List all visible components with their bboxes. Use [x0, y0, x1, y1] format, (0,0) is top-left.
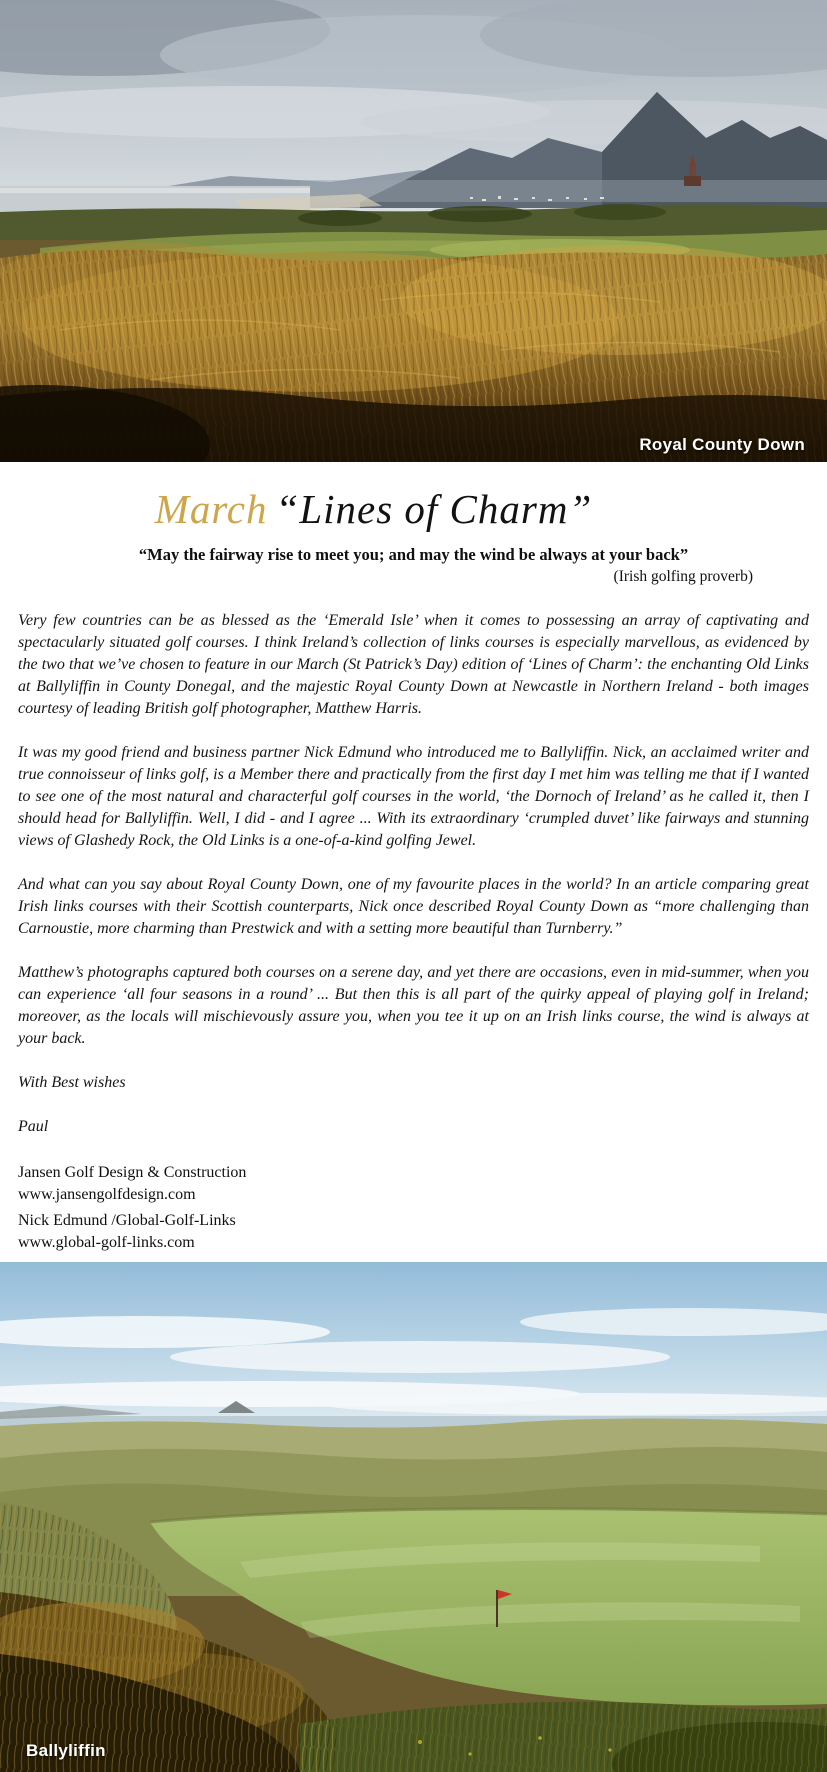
proverb-attribution: (Irish golfing proverb)	[613, 568, 753, 586]
title-month: March	[154, 486, 268, 532]
newsletter-body	[0, 462, 827, 1262]
top-photo-illustration	[0, 0, 827, 462]
paragraph-3: And what can you say about Royal County Down, one of my favourite places in the world? In an article comparing great Irish links courses with their Scottish counterparts, Nick once described Royal County Down as “more challenging than Carnoustie, more charming than Prestwick and with a setting more beautiful than Turnberry.”	[18, 876, 809, 938]
signature-block	[18, 1162, 809, 1254]
closing-text: With Best wishes	[18, 1074, 126, 1092]
top-photo	[0, 0, 827, 462]
bottom-photo-illustration	[0, 1262, 827, 1772]
bottom-photo	[0, 1262, 827, 1772]
top-photo-caption: Royal County Down	[639, 435, 805, 454]
partner-url: www.global-golf-links.com	[18, 1234, 195, 1252]
title-text: “Lines of Charm”	[275, 486, 593, 532]
proverb-text: “May the fairway rise to meet you; and may the wind be always at your back”	[138, 545, 689, 565]
page-title	[0, 486, 769, 533]
company-url: www.jansengolfdesign.com	[18, 1186, 196, 1204]
bottom-photo-caption: Ballyliffin	[26, 1741, 106, 1760]
paragraph-2: It was my good friend and business partner Nick Edmund who introduced me to Ballyliffin. Nick, an acclaimed writer and true connoisseur of links golf, is a Member there and practically from the first day I met him was telling me that if I wanted to see one of the most natural and characterful golf courses in the world, ‘the Dornoch of Ireland’ as he called it, then I should head for Ballyliffin. Well, I did - and I agree ... With its extraordinary ‘crumpled duvet’ like fairways and stunning views of Glashedy Rock, the Old Links is a one-of-a-kind golfing Jewel.	[18, 744, 809, 850]
signoff-name: Paul	[18, 1118, 49, 1136]
partner-name: Nick Edmund /Global-Golf-Links	[18, 1212, 236, 1230]
company-name: Jansen Golf Design & Construction	[18, 1164, 247, 1182]
paragraph-1: Very few countries can be as blessed as the ‘Emerald Isle’ when it comes to possessing an array of captivating and spectacularly situated golf courses. I think Ireland’s collection of links courses is especially marvellous, as evidenced by the two that we’ve chosen to feature in our March (St Patrick’s Day) edition of ‘Lines of Charm’: the enchanting Old Links at Ballyliffin in County Donegal, and the majestic Royal County Down at Newcastle in Northern Ireland - both images courtesy of leading British golf photographer, Matthew Harris.	[18, 612, 809, 718]
paragraph-4: Matthew’s photographs captured both courses on a serene day, and yet there are occasions, even in mid-summer, when you can experience ‘all four seasons in a round’ ... But then this is all part of the quirky appeal of playing golf in Ireland; moreover, as the locals will mischievously assure you, when you tee it up on an Irish links course, the wind is always at your back.	[18, 964, 809, 1048]
